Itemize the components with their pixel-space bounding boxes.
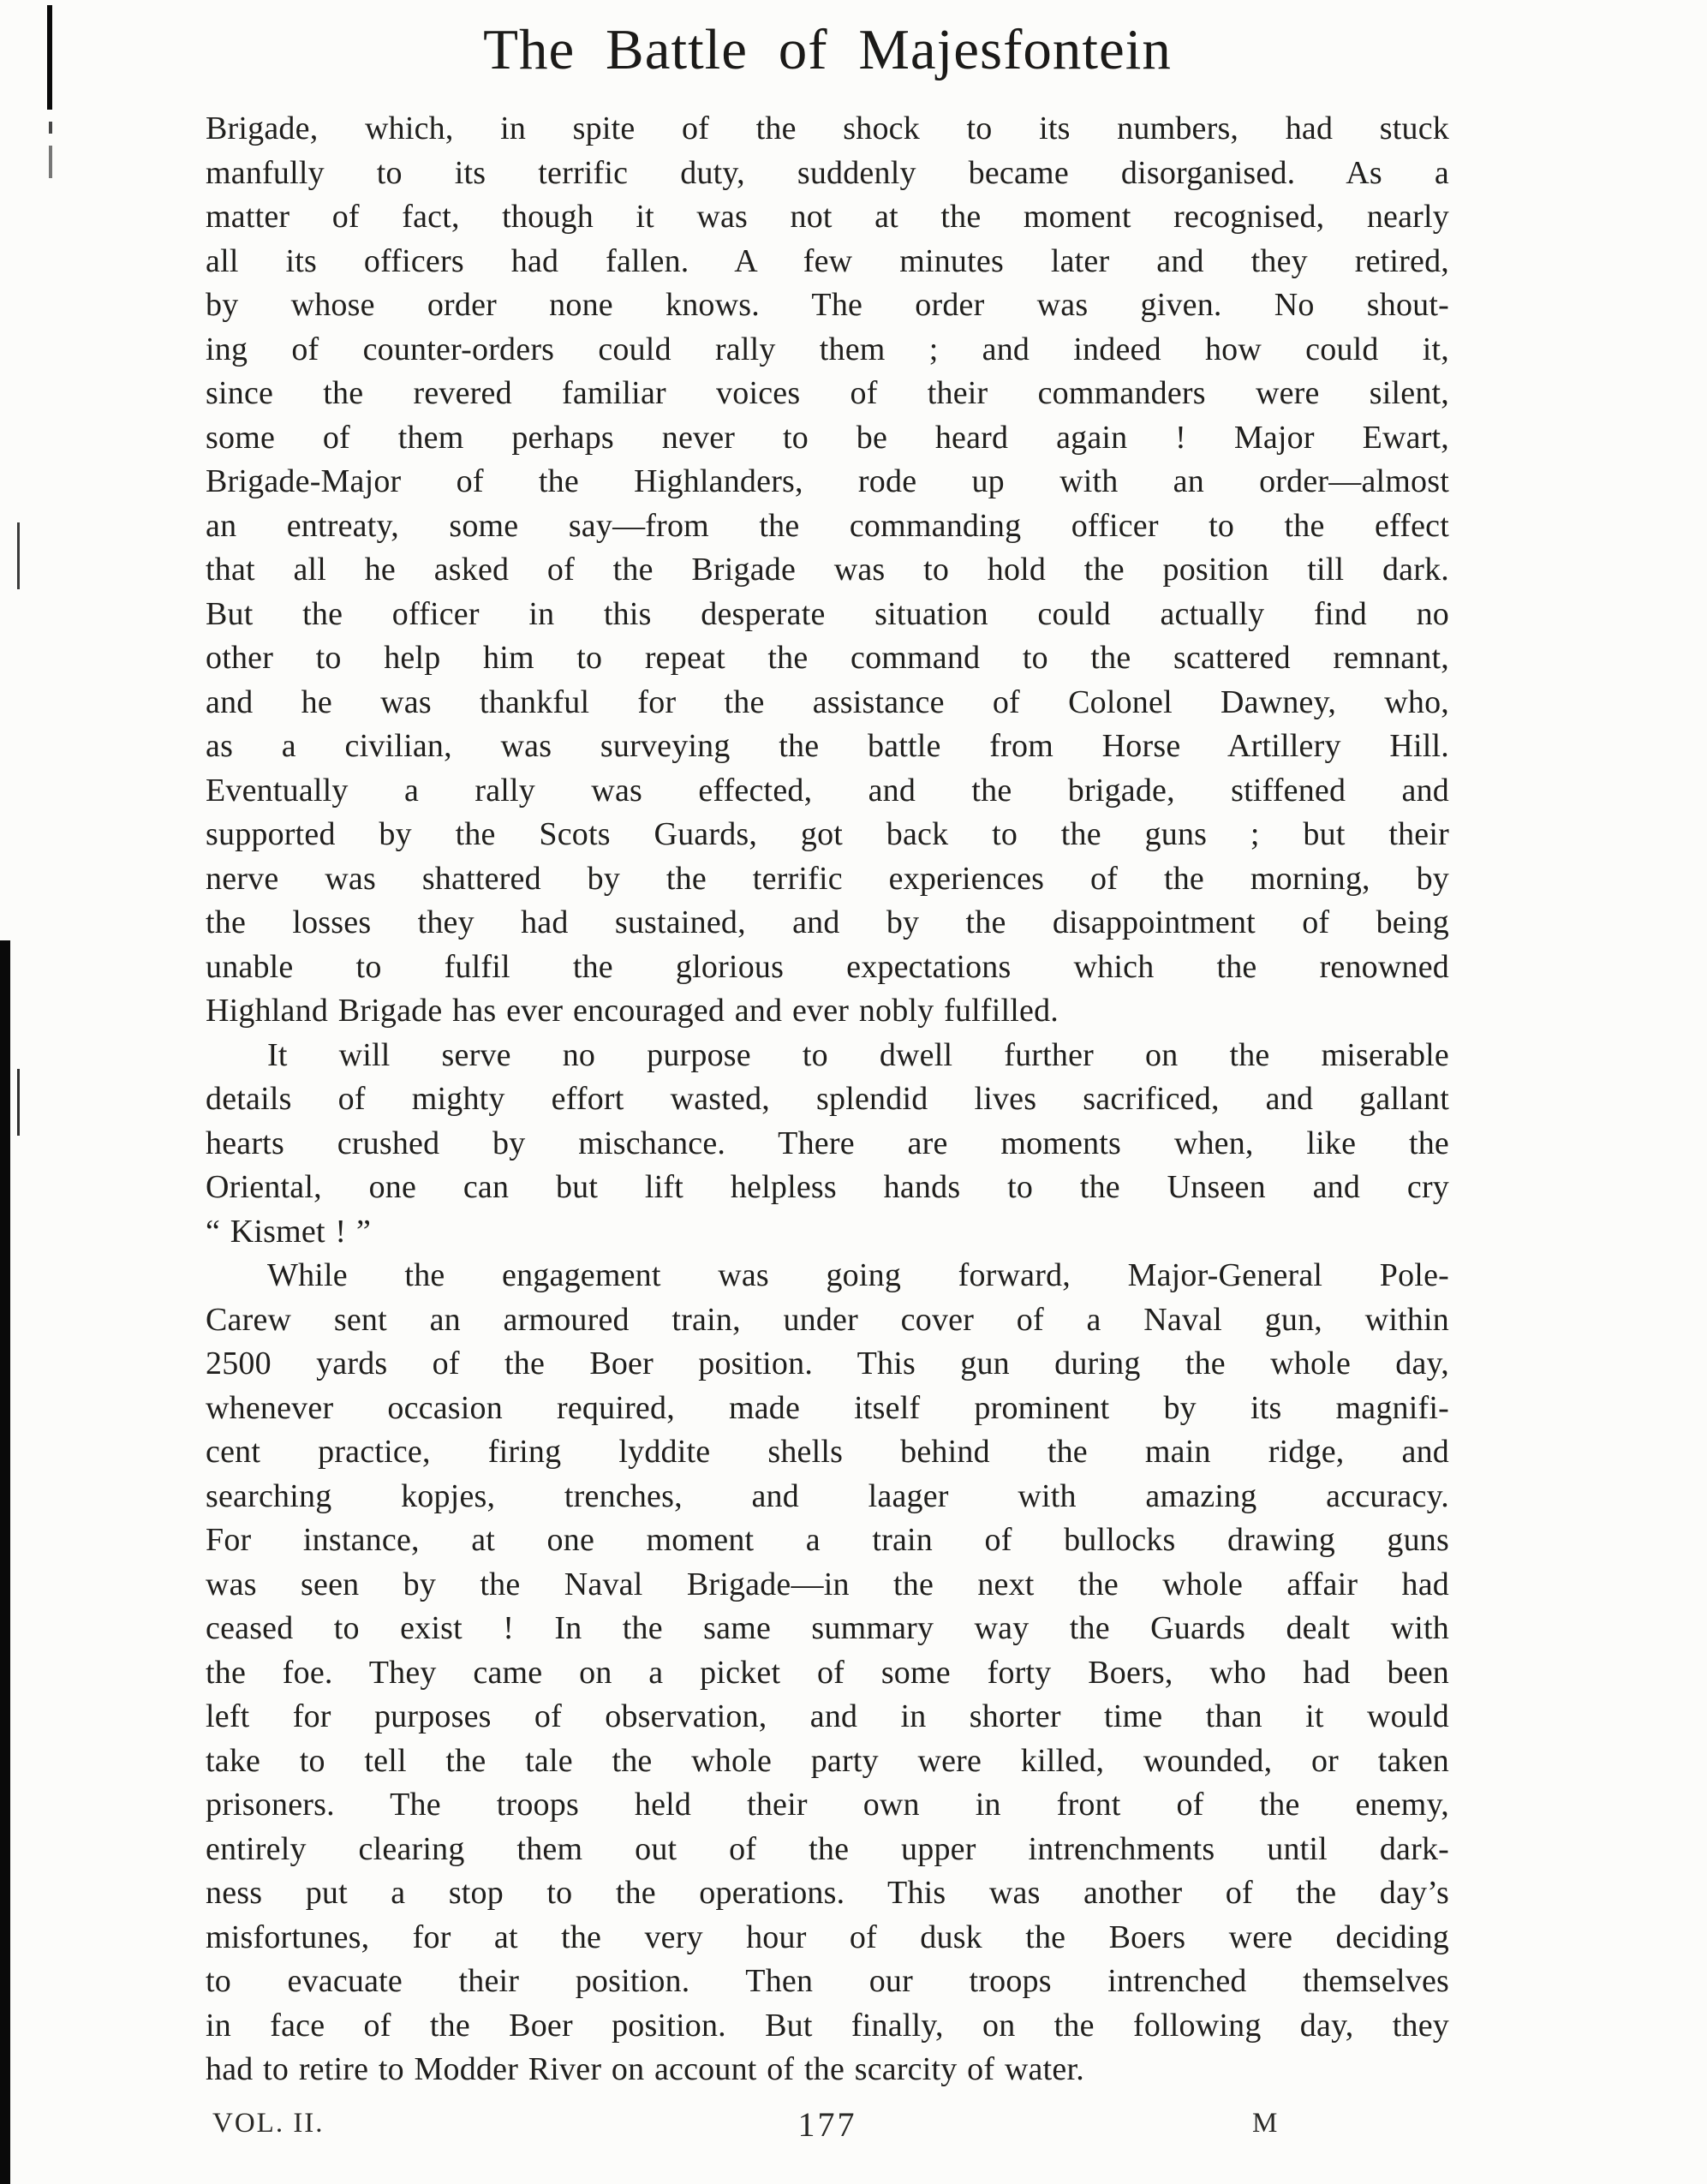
page-footer: [206, 2104, 1449, 2151]
text-line: unable to fulfil the glorious expectations which the renowned: [206, 948, 1449, 985]
footer-volume-label: VOL. II.: [212, 2107, 325, 2139]
text-line: had to retire to Modder River on account of the scarcity of water.: [206, 2051, 1084, 2087]
body-text: [206, 107, 1449, 2092]
scan-mark-top-line: [47, 5, 52, 110]
page-content: [206, 17, 1449, 2151]
text-line: Brigade-Major of the Highlanders, rode up with an order—almost: [206, 463, 1449, 499]
text-line: It will serve no purpose to dwell further on the miserable: [267, 1036, 1449, 1073]
text-line: and he was thankful for the assistance of Colonel Dawney, who,: [206, 683, 1449, 720]
text-line: take to tell the tale the whole party were killed, wounded, or taken: [206, 1742, 1449, 1779]
text-line: nerve was shattered by the terrific experiences of the morning, by: [206, 860, 1449, 897]
text-line: entirely clearing them out of the upper intrenchments until dark-: [206, 1830, 1449, 1867]
text-line: While the engagement was going forward, Major-General Pole-: [267, 1257, 1449, 1293]
scan-mark-edge-bar: [0, 940, 10, 2184]
text-line: details of mighty effort wasted, splendid lives sacrificed, and gallant: [206, 1081, 1449, 1117]
text-line: prisoners. The troops held their own in front of the enemy,: [206, 1787, 1449, 1823]
text-line: hearts crushed by mischance. There are moments when, like the: [206, 1125, 1449, 1161]
page-title: The Battle of Majesfontein: [483, 18, 1172, 81]
text-line: that all he asked of the Brigade was to hold the position till dark.: [206, 552, 1449, 588]
text-line: whenever occasion required, made itself prominent by its magnifi-: [206, 1389, 1449, 1426]
text-line: Carew sent an armoured train, under cover of a Naval gun, within: [206, 1301, 1449, 1338]
text-line: since the revered familiar voices of their commanders were silent,: [206, 375, 1449, 411]
text-line: to evacuate their position. Then our troops intrenched themselves: [206, 1963, 1449, 1999]
text-line: ness put a stop to the operations. This was another of the day’s: [206, 1875, 1449, 1911]
text-line: left for purposes of observation, and in shorter time than it would: [206, 1698, 1449, 1734]
text-line: an entreaty, some say—from the commanding officer to the effect: [206, 507, 1449, 544]
text-line: Highland Brigade has ever encouraged and ever nobly fulfilled.: [206, 993, 1059, 1029]
text-line: Oriental, one can but lift helpless hands to the Unseen and cry: [206, 1169, 1449, 1205]
footer-signature-mark: M: [1252, 2107, 1278, 2139]
footer-page-number: 177: [797, 2104, 857, 2144]
text-line: “ Kismet ! ”: [206, 1213, 372, 1250]
text-line: other to help him to repeat the command to the scattered remnant,: [206, 640, 1449, 676]
text-line: cent practice, firing lyddite shells behind the main ridge, and: [206, 1434, 1449, 1470]
text-line: the foe. They came on a picket of some forty Boers, who had been: [206, 1654, 1449, 1691]
text-line: Eventually a rally was effected, and the brigade, stiffened and: [206, 772, 1449, 809]
text-line: ing of counter-orders could rally them ; and indeed how could it,: [206, 331, 1449, 367]
text-line: as a civilian, was surveying the battle from Horse Artillery Hill.: [206, 728, 1449, 764]
text-line: Brigade, which, in spite of the shock to its numbers, had stuck: [206, 110, 1449, 146]
text-line: 2500 yards of the Boer position. This gun during the whole day,: [206, 1346, 1449, 1381]
scan-mark-tick: [17, 1069, 20, 1136]
text-line: searching kopjes, trenches, and laager with amazing accuracy.: [206, 1477, 1449, 1514]
text-line: But the officer in this desperate situation could actually find no: [206, 595, 1449, 632]
text-line: was seen by the Naval Brigade—in the next the whole affair had: [206, 1566, 1449, 1602]
text-line: ceased to exist ! In the same summary way the Guards dealt with: [206, 1610, 1449, 1646]
text-line: all its officers had fallen. A few minutes later and they retired,: [206, 242, 1449, 279]
text-line: manfully to its terrific duty, suddenly became disorganised. As a: [206, 154, 1449, 191]
text-line: misfortunes, for at the very hour of dusk the Boers were deciding: [206, 1918, 1449, 1955]
text-line: the losses they had sustained, and by the disappointment of being: [206, 904, 1449, 940]
text-line: For instance, at one moment a train of bullocks drawing guns: [206, 1522, 1449, 1558]
scan-mark-dot: [49, 122, 52, 134]
scan-mark-tick: [17, 522, 20, 589]
text-line: by whose order none knows. The order was given. No shout-: [206, 287, 1449, 323]
text-line: supported by the Scots Guards, got back to the guns ; but their: [206, 816, 1449, 852]
scan-mark-dot: [49, 146, 52, 178]
text-line: some of them perhaps never to be heard again ! Major Ewart,: [206, 419, 1449, 456]
text-line: in face of the Boer position. But finally, on the following day, they: [206, 2007, 1449, 2044]
text-line: matter of fact, though it was not at the moment recognised, nearly: [206, 199, 1449, 235]
